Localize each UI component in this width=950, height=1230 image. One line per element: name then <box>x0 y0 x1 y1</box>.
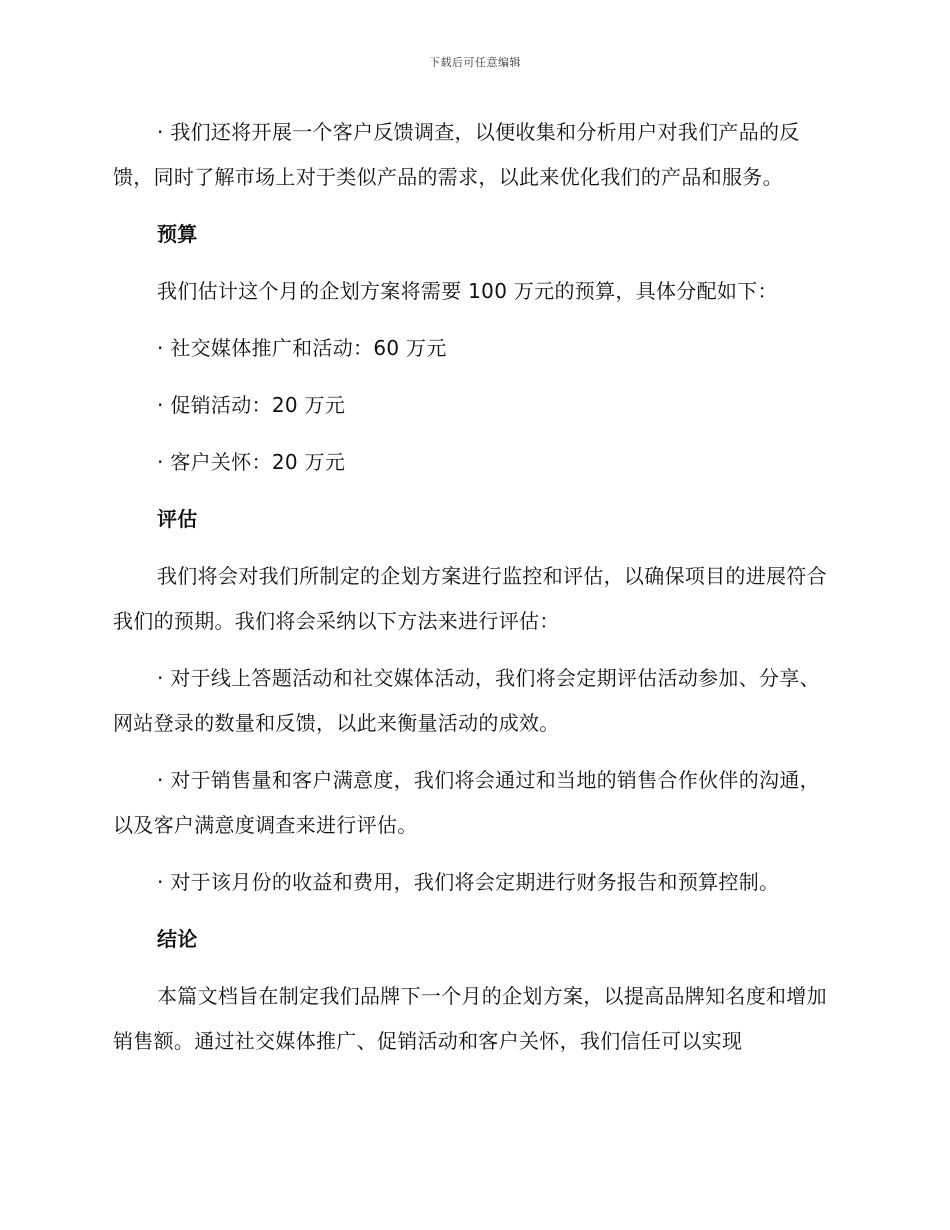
page-header: 下载后可任意编辑 <box>429 56 521 69</box>
paragraph-customer-feedback-survey: · 我们还将开展一个客户反馈调查，以便收集和分析用户对我们产品的反馈，同时了解市场上对于类似产品的需求，以此来优化我们的产品和服务。 <box>113 120 800 189</box>
section-heading-budget: 预算 <box>157 222 198 246</box>
paragraph-conclusion: 本篇文档旨在制定我们品牌下一个月的企划方案，以提高品牌知名度和增加销售额。通过社交媒体推广、促销活动和客户关怀，我们信任可以实现 <box>113 984 827 1053</box>
budget-item-promotion: · 促销活动：20 万元 <box>157 393 346 417</box>
section-heading-evaluation: 评估 <box>157 507 198 531</box>
budget-item-customer-care: · 客户关怀：20 万元 <box>157 450 346 474</box>
evaluation-item-sales-satisfaction: · 对于销售量和客户满意度，我们将会通过和当地的销售合作伙伴的沟通，以及客户满意度调查来进行评估。 <box>113 768 820 837</box>
paragraph-budget-intro: 我们估计这个月的企划方案将需要 100 万元的预算，具体分配如下： <box>157 279 778 303</box>
evaluation-item-online-activities: · 对于线上答题活动和社交媒体活动，我们将会定期评估活动参加、分享、网站登录的数量和反馈，以此来衡量活动的成效。 <box>113 666 820 735</box>
paragraph-evaluation-intro: 我们将会对我们所制定的企划方案进行监控和评估，以确保项目的进展符合我们的预期。我们将会采纳以下方法来进行评估： <box>113 564 827 633</box>
evaluation-item-finance: · 对于该月份的收益和费用，我们将会定期进行财务报告和预算控制。 <box>157 870 780 894</box>
section-heading-conclusion: 结论 <box>157 927 198 951</box>
budget-item-social-media: · 社交媒体推广和活动：60 万元 <box>157 336 447 360</box>
document-body <box>113 110 833 1076</box>
